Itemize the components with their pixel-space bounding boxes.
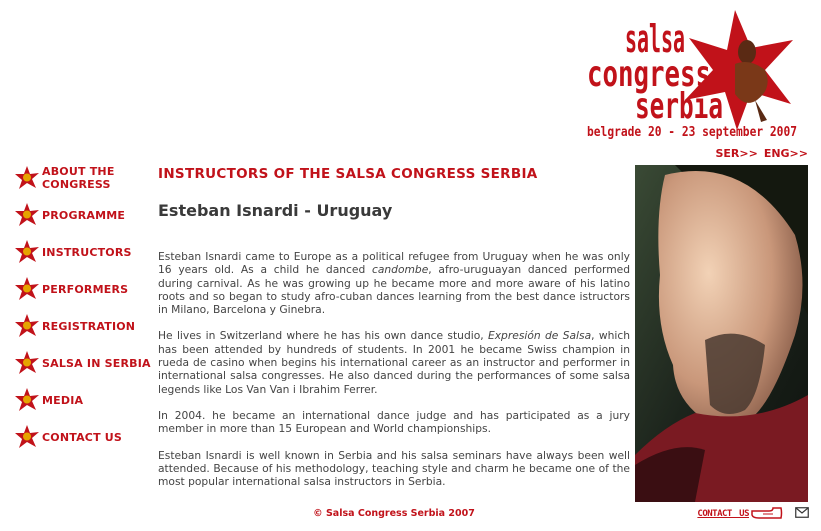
bio-paragraph: Esteban Isnardi is well known in Serbia and his salsa seminars have always been well attended. Because of his methodology, teaching style and charm he became one of the most popular international salsa instructors in Serbia. [158,448,630,489]
language-switch [715,147,808,160]
nav-item-salsa-in-serbia[interactable] [14,350,151,376]
contact-footer [697,505,809,520]
nav-label: MEDIA [42,393,84,407]
bio-emphasis: candombe [371,263,429,277]
instructor-photo [635,165,808,502]
logo-tagline: belgrade 20 - 23 september 2007 [587,125,797,140]
red-star-icon [14,239,40,265]
page-title: INSTRUCTORS OF THE SALSA CONGRESS SERBIA [158,166,538,182]
bio-text: Esteban Isnardi came to Europe as a political refugee from Uruguay when he was only 16 years old. As a child he danced [158,250,630,277]
red-star-icon [14,424,40,450]
nav-item-about[interactable] [14,165,115,191]
nav-label: PROGRAMME [42,208,126,222]
logo-word-salsa: salsa [625,17,685,61]
nav-label [42,165,115,191]
nav-item-registration[interactable] [14,313,135,339]
red-star-icon [14,387,40,413]
red-star-icon [14,276,40,302]
red-star-icon [14,202,40,228]
bio-emphasis: Expresión de Salsa [487,329,592,343]
contact-us-link[interactable]: contact us [697,505,749,520]
nav-label-line: CONGRESS [42,178,111,191]
nav-label: PERFORMERS [42,282,129,296]
nav-item-media[interactable] [14,387,83,413]
red-star-icon [14,313,40,339]
nav-label: REGISTRATION [42,319,136,333]
instructor-name: Esteban Isnardi - Uruguay [158,201,393,220]
logo-word-serbia: serbia [635,86,723,127]
nav-item-instructors[interactable] [14,239,132,265]
logo-word-congress: congress [587,54,711,95]
bio-paragraph: In 2004. he became an international dance judge and has participated as a jury member in more than 15 European and World championships. [158,408,630,436]
lang-link-eng[interactable]: ENG>> [763,147,808,160]
envelope-icon[interactable] [795,507,809,518]
logo-graphic [585,8,813,143]
bio-paragraph [158,250,630,316]
congress-logo[interactable] [585,8,813,143]
nav-item-performers[interactable] [14,276,128,302]
copyright: © Salsa Congress Serbia 2007 [313,508,475,519]
photo-graphic [635,165,808,502]
nav-label: INSTRUCTORS [42,245,132,259]
nav-label: CONTACT US [42,430,123,444]
instructor-bio [158,250,630,501]
nav-label: SALSA IN SERBIA [42,356,151,370]
logo-dancer-leg [755,100,767,122]
logo-dancer-head [738,40,756,64]
pointing-hand-icon[interactable] [751,506,783,520]
lang-link-ser[interactable]: SER>> [715,147,758,160]
red-star-icon [14,350,40,376]
bio-paragraph [158,329,630,395]
nav-label-line: ABOUT THE [42,165,115,178]
bio-text: , which has been attended by hundreds of students. In 2001 he became Swiss champion in rueda de casino when begins his international career as an instructor and performer in international salsa congresses. He also danced during the performances of some salsa legends like Los Van Van i Ibrahim Ferrer. [158,329,630,396]
bio-text: He lives in Switzerland where he has his own dance studio, [158,329,488,343]
nav-item-programme[interactable] [14,202,125,228]
bio-text: , afro-uruguayan danced performed during carnival. As he was growing up he became more and more aware of his latino roots and so began to study afro-cuban dances learning from the best dance istructors in Milano, Barcelona y Ginebra. [158,263,630,317]
red-star-icon [14,165,40,191]
nav-item-contact[interactable] [14,424,122,450]
